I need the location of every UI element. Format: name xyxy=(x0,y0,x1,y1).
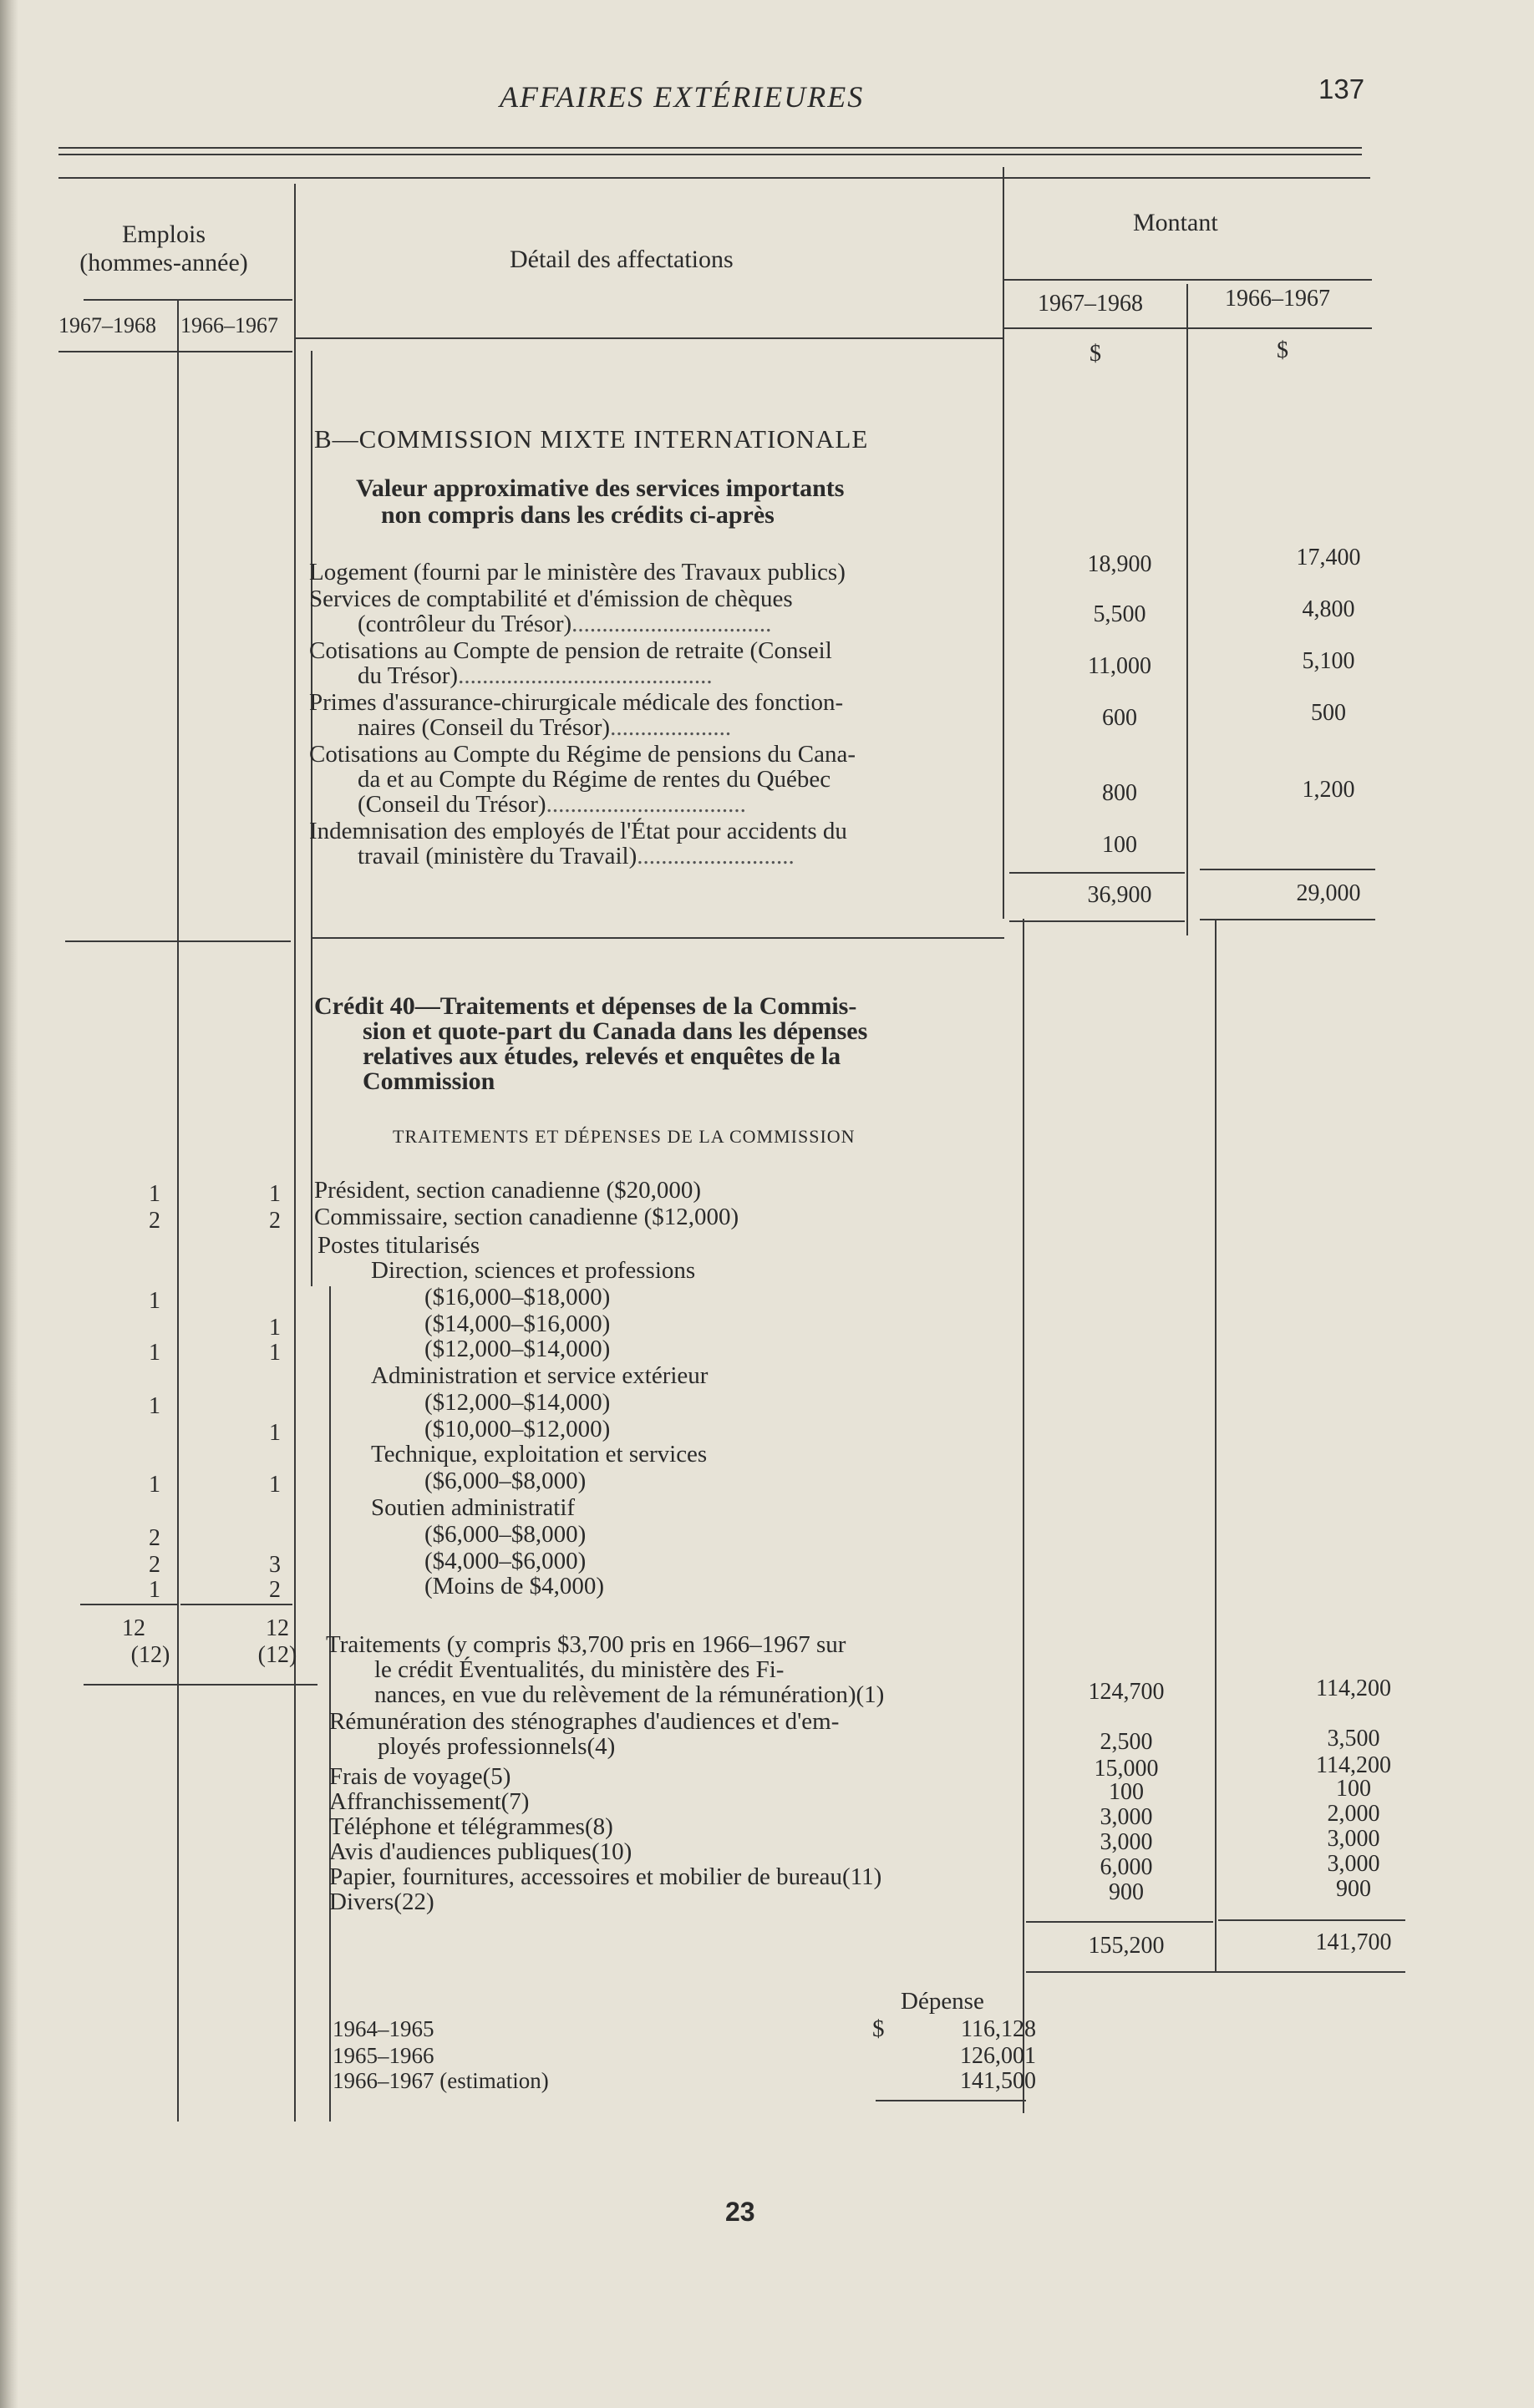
amount-b: 3,500 xyxy=(1327,1726,1380,1752)
position-count-a: 2 xyxy=(149,1525,160,1551)
row-rpc-rrq: Cotisations au Compte du Régime de pensions du Cana- da et au Compte du Régime de rentes du Québec (Conseil du Trésor)................................. xyxy=(309,741,856,818)
amount-b: 3,000 xyxy=(1327,1851,1380,1877)
expense-label: Traitements (y compris $3,700 pris en 1966–1967 sur xyxy=(326,1631,846,1658)
credit40-total-b: 141,700 xyxy=(1315,1929,1392,1955)
history-bottom-rule xyxy=(876,2100,1026,2101)
header-bottom-rule-right xyxy=(1004,327,1372,329)
position-label: ($16,000–$18,000) xyxy=(424,1284,611,1310)
position-count-b: 2 xyxy=(269,1208,281,1234)
page-binding-edge xyxy=(0,0,18,2408)
position-label: ($10,000–$12,000) xyxy=(424,1416,611,1442)
row-label-cont: da et au Compte du Régime de rentes du Québec xyxy=(358,766,831,793)
amount-a: 100 xyxy=(1109,1779,1144,1805)
montant-year-a: 1967–1968 xyxy=(1038,291,1143,317)
currency-b: $ xyxy=(1277,337,1288,363)
amount-a: 18,900 xyxy=(1087,551,1152,577)
amount-a: 3,000 xyxy=(1100,1829,1153,1855)
position-label: Administration et service extérieur xyxy=(371,1362,709,1389)
amount-a: 600 xyxy=(1102,705,1137,731)
amount-b: 114,200 xyxy=(1316,1675,1391,1701)
credit40-title-line: sion et quote-part du Canada dans les dépenses xyxy=(363,1017,868,1045)
position-count-a: 2 xyxy=(149,1208,160,1234)
positions-bottom-rule xyxy=(84,1684,317,1686)
history-label: 1966–1967 (estimation) xyxy=(333,2068,549,2093)
position-label: (Moins de $4,000) xyxy=(424,1573,605,1599)
expense-traitements xyxy=(326,1632,884,1707)
amount-a: 800 xyxy=(1102,780,1137,806)
currency-a: $ xyxy=(1090,341,1101,367)
expense-row xyxy=(329,1764,510,1789)
position-count-b: 1 xyxy=(269,1315,281,1341)
amount-a: 3,000 xyxy=(1100,1804,1153,1830)
amount-b: 114,200 xyxy=(1316,1752,1391,1778)
amount-a: 2,500 xyxy=(1100,1729,1153,1755)
position-count-a: 1 xyxy=(149,1472,160,1498)
row-pension: Cotisations au Compte de pension de retraite (Conseil du Trésor).......................................... xyxy=(309,637,832,689)
credit40-title xyxy=(314,994,867,1094)
row-label-cont: travail (ministère du Travail) xyxy=(358,843,637,869)
expense-label: Avis d'audiences publiques(10) xyxy=(329,1838,632,1865)
row-label: Logement (fourni par le ministère des Travaux publics) xyxy=(309,559,846,586)
amount-a: 100 xyxy=(1102,832,1137,858)
montant-year-rule xyxy=(1004,279,1372,281)
position-count-b: 1 xyxy=(269,1340,281,1366)
emp-total-b: 12 xyxy=(266,1615,289,1641)
expense-label: Frais de voyage(5) xyxy=(329,1763,511,1790)
section-b-total-b: 29,000 xyxy=(1296,880,1361,906)
col-rule-montant-top xyxy=(1003,167,1004,919)
amount-b: 100 xyxy=(1336,1776,1371,1802)
amount-a: 900 xyxy=(1109,1879,1144,1905)
expense-row xyxy=(329,1789,529,1814)
position-label: Soutien administratif xyxy=(371,1494,576,1521)
expense-row xyxy=(329,1839,632,1864)
header-bottom-rule-mid xyxy=(296,337,1004,339)
expense-row xyxy=(329,1814,613,1839)
expense-label-cont-2: nances, en vue du relèvement de la rémunération)(1) xyxy=(374,1681,885,1708)
expense-row xyxy=(329,1889,434,1914)
history-amount: 116,128 xyxy=(961,2016,1036,2042)
emp-total-a: 12 xyxy=(122,1615,145,1641)
section-b-bottom-rule-b xyxy=(1200,919,1375,920)
amount-a: 124,700 xyxy=(1088,1679,1165,1705)
amount-b: 3,000 xyxy=(1327,1826,1380,1852)
credit40-title-line: relatives aux études, relevés et enquêtes de la xyxy=(363,1042,841,1070)
emplois-header: Emplois (hommes-année) xyxy=(79,221,248,276)
row-label-cont: naires (Conseil du Trésor) xyxy=(358,714,611,741)
credit40-title-line: Commission xyxy=(363,1067,495,1095)
col-rule-montant-low xyxy=(1023,919,1024,2113)
history-heading: Dépense xyxy=(901,1988,984,2015)
section-b-bottom-rule-mid xyxy=(311,937,1004,939)
credit40-title-line: Crédit 40—Traitements et dépenses de la Commis- xyxy=(314,992,857,1020)
position-count-a: 1 xyxy=(149,1181,160,1207)
section-b-total-a: 36,900 xyxy=(1087,882,1152,908)
row-label: Indemnisation des employés de l'État pour accidents du xyxy=(309,818,847,844)
emp-paren-b: (12) xyxy=(257,1642,297,1668)
expense-label: Téléphone et télégrammes(8) xyxy=(329,1813,613,1840)
position-count-b: 2 xyxy=(269,1577,281,1603)
row-assurance: Primes d'assurance-chirurgicale médicale des fonction- naires (Conseil du Trésor).................... xyxy=(309,689,844,741)
row-logement xyxy=(309,560,846,585)
row-indemnisation: Indemnisation des employés de l'État pour accidents du travail (ministère du Travail).......................... xyxy=(309,818,847,869)
section-b-subtotal-rule-b xyxy=(1200,869,1375,870)
row-label: Services de comptabilité et d'émission de chèques xyxy=(309,586,793,612)
amount-b: 17,400 xyxy=(1296,545,1361,570)
section-b-subtitle-1: Valeur approximative des services importants xyxy=(356,474,845,502)
expense-label-cont: ployés professionnels(4) xyxy=(378,1733,616,1760)
amount-b: 2,000 xyxy=(1327,1801,1380,1827)
section-b-subtotal-rule-a xyxy=(1009,872,1185,874)
page-number: 137 xyxy=(1318,74,1365,104)
amount-a: 6,000 xyxy=(1100,1854,1153,1880)
position-label: Technique, exploitation et services xyxy=(371,1441,708,1468)
expense-stenographes xyxy=(329,1709,839,1759)
section-b-subtitle-2: non compris dans les crédits ci-après xyxy=(381,501,775,529)
running-title: AFFAIRES EXTÉRIEURES xyxy=(500,80,865,114)
position-count-b: 3 xyxy=(269,1552,281,1578)
position-label: ($4,000–$6,000) xyxy=(424,1548,587,1574)
row-label-cont: (contrôleur du Trésor) xyxy=(358,611,572,637)
section-b-bottom-rule-left xyxy=(65,940,291,942)
col-rule-emplois-b xyxy=(294,184,296,2122)
position-label: ($6,000–$8,000) xyxy=(424,1521,587,1548)
history-label: 1965–1966 xyxy=(333,2043,434,2068)
position-count-a: 1 xyxy=(149,1393,160,1419)
row-label: Cotisations au Compte de pension de retraite (Conseil xyxy=(309,637,832,664)
expense-label: Papier, fournitures, accessoires et mobilier de bureau(11) xyxy=(329,1863,882,1890)
position-count-a: 1 xyxy=(149,1288,160,1314)
expense-label: Affranchissement(7) xyxy=(329,1788,530,1815)
amount-b: 500 xyxy=(1311,700,1346,726)
position-count-a: 1 xyxy=(149,1577,160,1603)
row-label: Cotisations au Compte du Régime de pensions du Cana- xyxy=(309,741,856,768)
emp-paren-a: (12) xyxy=(130,1642,170,1668)
position-count-a: 1 xyxy=(149,1340,160,1366)
amount-b: 5,100 xyxy=(1302,648,1355,674)
montant-header: Montant xyxy=(1133,209,1218,236)
row-label: Primes d'assurance-chirurgicale médicale des fonction- xyxy=(309,689,844,716)
position-label: Président, section canadienne ($20,000) xyxy=(314,1177,702,1204)
row-comptabilite: Services de comptabilité et d'émission de chèques (contrôleur du Trésor)................................. xyxy=(309,586,793,637)
amount-a: 11,000 xyxy=(1088,653,1151,679)
position-count-b: 1 xyxy=(269,1472,281,1498)
credit40-subtotal-rule-b xyxy=(1218,1919,1405,1921)
expense-label: Divers(22) xyxy=(329,1888,434,1915)
emplois-year-rule xyxy=(84,299,292,301)
emplois-year-a: 1967–1968 xyxy=(58,313,156,337)
amount-b: 4,800 xyxy=(1302,596,1355,622)
position-count-b: 1 xyxy=(269,1420,281,1446)
position-label: Commissaire, section canadienne ($12,000) xyxy=(314,1204,739,1230)
history-amount: 141,500 xyxy=(960,2068,1036,2094)
signature-mark: 23 xyxy=(725,2197,755,2227)
amount-b: 1,200 xyxy=(1302,777,1355,803)
top-rule-2 xyxy=(58,154,1362,155)
position-label: ($14,000–$16,000) xyxy=(424,1310,611,1337)
expense-label: Rémunération des sténographes d'audiences et d'em- xyxy=(329,1708,840,1735)
position-label: Direction, sciences et professions xyxy=(371,1257,696,1284)
position-label: ($12,000–$14,000) xyxy=(424,1389,611,1416)
expense-row xyxy=(329,1864,881,1889)
amount-a: 5,500 xyxy=(1093,601,1146,627)
position-label: ($12,000–$14,000) xyxy=(424,1336,611,1362)
montant-year-b: 1966–1967 xyxy=(1225,286,1330,312)
position-label: ($6,000–$8,000) xyxy=(424,1468,587,1494)
history-amount: 126,001 xyxy=(960,2043,1036,2069)
position-count-a: 2 xyxy=(149,1552,160,1578)
row-label-cont-2: (Conseil du Trésor) xyxy=(358,791,546,818)
top-rule-3 xyxy=(58,177,1370,179)
history-label: 1964–1965 xyxy=(333,2016,434,2041)
section-b-bottom-rule-a xyxy=(1009,920,1185,922)
credit40-total-bottom-rule xyxy=(1026,1971,1405,1973)
top-rule xyxy=(58,147,1362,149)
history-currency: $ xyxy=(872,2015,885,2042)
amount-b: 900 xyxy=(1336,1876,1371,1902)
position-count-b: 1 xyxy=(269,1181,281,1207)
positions-total-rule-b xyxy=(180,1604,292,1605)
emplois-year-b: 1966–1967 xyxy=(180,313,278,337)
expense-label-cont: le crédit Éventualités, du ministère des Fi- xyxy=(374,1656,785,1683)
positions-total-rule-a xyxy=(80,1604,179,1605)
credit40-subheading: TRAITEMENTS ET DÉPENSES DE LA COMMISSION xyxy=(393,1126,856,1147)
amount-a: 15,000 xyxy=(1094,1756,1159,1782)
credit40-subtotal-rule-a xyxy=(1026,1921,1213,1923)
position-label: Postes titularisés xyxy=(317,1232,480,1259)
header-bottom-rule-left xyxy=(58,351,292,352)
detail-header: Détail des affectations xyxy=(510,246,734,273)
credit40-total-a: 155,200 xyxy=(1088,1933,1165,1959)
row-label-cont: du Trésor) xyxy=(358,662,459,689)
section-b-title: B—COMMISSION MIXTE INTERNATIONALE xyxy=(314,424,869,454)
col-rule-years-low xyxy=(1215,919,1217,1971)
